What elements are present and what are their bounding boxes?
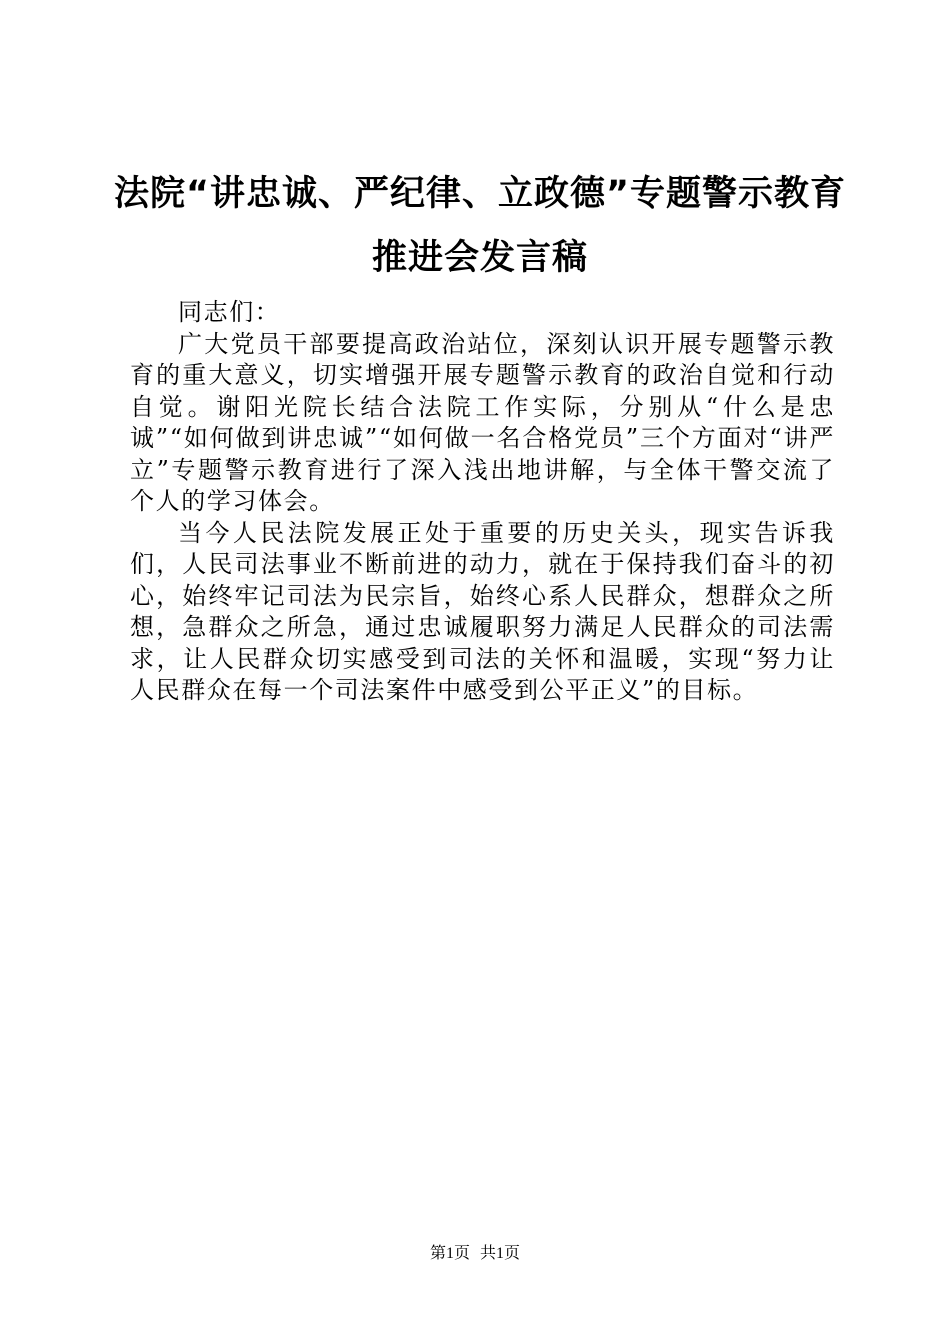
page-footer bbox=[0, 1244, 950, 1264]
paragraph-1: 广大党员干部要提高政治站位，深刻认识开展专题警示教育的重大意义，切实增强开展专题警示教育的政治自觉和行动自觉。谢阳光院长结合法院工作实际，分别从“什么是忠诚”“如何做到讲忠诚”“如何做一名合格党员”三个方面对“讲严立”专题警示教育进行了深入浅出地讲解，与全体干警交流了个人的学习体会。 bbox=[130, 329, 835, 515]
paragraph-2: 当今人民法院发展正处于重要的历史关头，现实告诉我们，人民司法事业不断前进的动力，就在于保持我们奋斗的初心，始终牢记司法为民宗旨，始终心系人民群众，想群众之所想，急群众之所急，通过忠诚履职努力满足人民群众的司法需求，让人民群众切实感受到司法的关怀和温暖，实现“努力让人民群众在每一个司法案件中感受到公平正义”的目标。 bbox=[130, 518, 835, 704]
salutation: 同志们： bbox=[178, 298, 281, 326]
page-total: 共1页 bbox=[480, 1245, 521, 1262]
page-number: 第1页 bbox=[429, 1245, 470, 1262]
document-body bbox=[130, 297, 835, 707]
document-title: 法院“讲忠诚、严纪律、立政德”专题警示教育推进会发言稿 bbox=[113, 174, 846, 278]
